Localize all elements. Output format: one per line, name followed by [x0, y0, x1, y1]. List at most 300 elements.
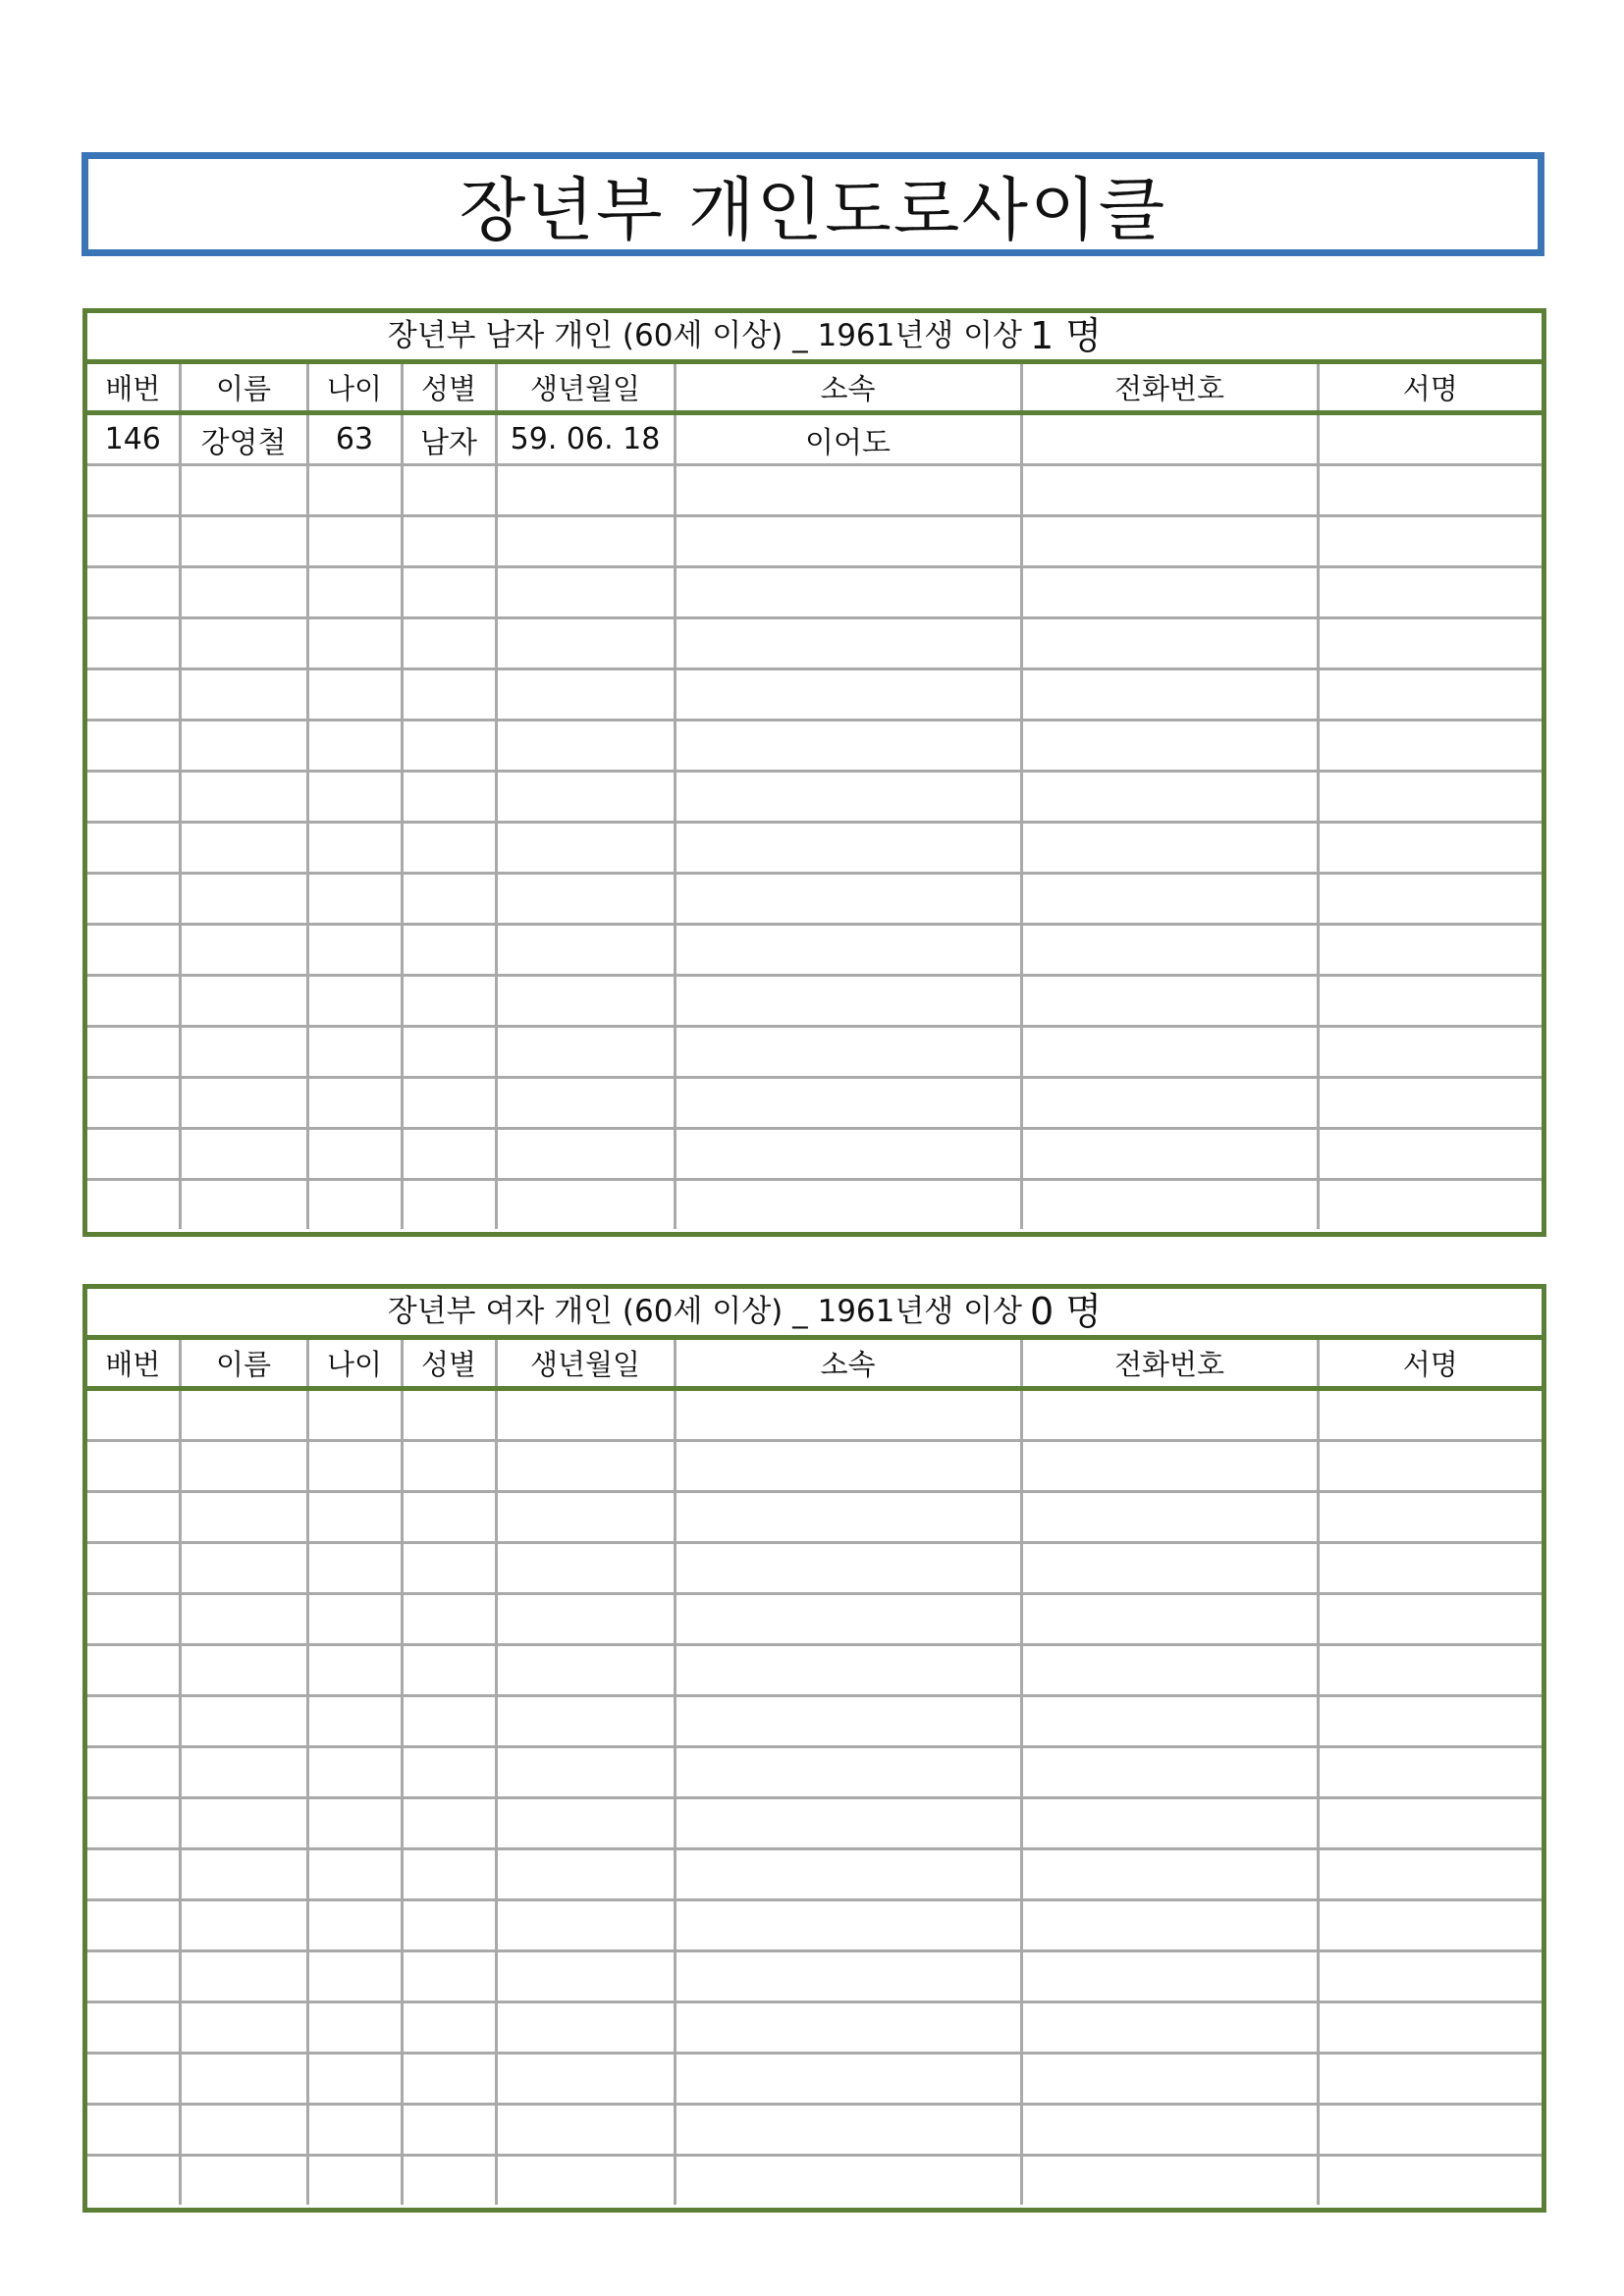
cell-affiliation: [675, 2002, 1021, 2054]
cell-signature: [1318, 1798, 1542, 1849]
female-caption-text: 장년부 여자 개인 (60세 이상) _ 1961년생 이상: [387, 1294, 1022, 1329]
cell-age: [307, 1441, 402, 1492]
cell-bib: [87, 1747, 180, 1798]
cell-affiliation: [675, 1747, 1021, 1798]
cell-phone: [1021, 976, 1318, 1027]
cell-signature: [1318, 925, 1542, 976]
table-row: [87, 1645, 1542, 1696]
cell-affiliation: [675, 1129, 1021, 1180]
cell-birthdate: [496, 1594, 675, 1645]
cell-gender: [402, 465, 496, 516]
table-row: [87, 2002, 1542, 2054]
cell-age: [307, 721, 402, 772]
cell-bib: [87, 1543, 180, 1594]
cell-age: [307, 823, 402, 874]
cell-phone: [1021, 1951, 1318, 2002]
cell-phone: [1021, 1594, 1318, 1645]
cell-signature: [1318, 2054, 1542, 2105]
column-header-name: 이름: [180, 364, 307, 413]
cell-phone: [1021, 1027, 1318, 1078]
cell-age: [307, 1900, 402, 1951]
cell-gender: [402, 1798, 496, 1849]
cell-birthdate: [496, 1180, 675, 1230]
cell-affiliation: [675, 1180, 1021, 1230]
table-row: [87, 1492, 1542, 1543]
cell-phone: [1021, 823, 1318, 874]
column-header-affiliation: 소속: [675, 1340, 1021, 1389]
cell-phone: [1021, 1696, 1318, 1747]
cell-name: [180, 1951, 307, 2002]
cell-birthdate: [496, 2105, 675, 2156]
cell-bib: [87, 721, 180, 772]
cell-phone: [1021, 874, 1318, 925]
table-row: [87, 413, 1542, 465]
cell-name: [180, 618, 307, 669]
cell-name: [180, 1798, 307, 1849]
cell-gender: [402, 1543, 496, 1594]
column-header-signature: 서명: [1318, 364, 1542, 413]
cell-affiliation: [675, 772, 1021, 823]
cell-affiliation: [675, 1798, 1021, 1849]
cell-signature: [1318, 413, 1542, 465]
cell-age: [307, 1180, 402, 1230]
cell-phone: [1021, 2002, 1318, 2054]
cell-age: [307, 1849, 402, 1900]
cell-gender: [402, 1078, 496, 1129]
table-row: [87, 823, 1542, 874]
table-row: [87, 1389, 1542, 1441]
column-header-age: 나이: [307, 1340, 402, 1389]
cell-affiliation: [675, 1078, 1021, 1129]
cell-phone: [1021, 1849, 1318, 1900]
cell-name: [180, 1747, 307, 1798]
cell-bib: [87, 1645, 180, 1696]
cell-phone: [1021, 1389, 1318, 1441]
cell-birthdate: [496, 1900, 675, 1951]
cell-phone: [1021, 413, 1318, 465]
table-row: [87, 874, 1542, 925]
cell-bib: [87, 823, 180, 874]
page-title-box: [81, 152, 1544, 256]
cell-age: [307, 1492, 402, 1543]
cell-age: [307, 1078, 402, 1129]
cell-phone: [1021, 1180, 1318, 1230]
column-header-bib: 배번: [87, 1340, 180, 1389]
cell-bib: [87, 1798, 180, 1849]
cell-signature: [1318, 772, 1542, 823]
cell-bib: [87, 772, 180, 823]
cell-birthdate: [496, 1389, 675, 1441]
page-title: 장년부 개인도로사이클: [459, 169, 1167, 250]
cell-signature: [1318, 874, 1542, 925]
table-row: [87, 516, 1542, 567]
cell-name: [180, 1492, 307, 1543]
cell-phone: [1021, 1441, 1318, 1492]
cell-name: [180, 2054, 307, 2105]
cell-age: [307, 1951, 402, 2002]
cell-affiliation: [675, 1441, 1021, 1492]
cell-signature: [1318, 465, 1542, 516]
cell-age: [307, 2105, 402, 2156]
column-header-age: 나이: [307, 364, 402, 413]
cell-birthdate: [496, 721, 675, 772]
cell-gender: [402, 1180, 496, 1230]
cell-gender: [402, 1951, 496, 2002]
cell-bib: [87, 1594, 180, 1645]
cell-birthdate: [496, 516, 675, 567]
cell-affiliation: [675, 1849, 1021, 1900]
cell-bib: [87, 516, 180, 567]
cell-bib: [87, 1849, 180, 1900]
cell-birthdate: [496, 567, 675, 618]
cell-birthdate: [496, 2054, 675, 2105]
cell-affiliation: [675, 567, 1021, 618]
cell-phone: [1021, 925, 1318, 976]
cell-birthdate: [496, 874, 675, 925]
male-roster-caption: [87, 313, 1542, 364]
cell-signature: [1318, 1849, 1542, 1900]
cell-bib: [87, 976, 180, 1027]
cell-birthdate: [496, 1441, 675, 1492]
table-row: [87, 976, 1542, 1027]
table-row: [87, 1543, 1542, 1594]
cell-age: [307, 1027, 402, 1078]
table-row: [87, 772, 1542, 823]
cell-phone: [1021, 1078, 1318, 1129]
cell-signature: [1318, 1180, 1542, 1230]
cell-signature: [1318, 1900, 1542, 1951]
cell-age: [307, 1696, 402, 1747]
cell-gender: [402, 1900, 496, 1951]
cell-signature: [1318, 516, 1542, 567]
male-count: 1 명: [1030, 314, 1102, 357]
male-roster-table: [82, 308, 1546, 1237]
table-row: [87, 1441, 1542, 1492]
cell-phone: [1021, 2156, 1318, 2206]
cell-signature: [1318, 1027, 1542, 1078]
cell-age: [307, 976, 402, 1027]
cell-phone: [1021, 772, 1318, 823]
cell-birthdate: 59. 06. 18: [496, 413, 675, 465]
cell-gender: [402, 669, 496, 721]
table-row: [87, 925, 1542, 976]
cell-bib: [87, 925, 180, 976]
cell-gender: [402, 567, 496, 618]
cell-affiliation: [675, 925, 1021, 976]
cell-bib: [87, 1027, 180, 1078]
cell-signature: [1318, 823, 1542, 874]
table-row: [87, 1180, 1542, 1230]
cell-birthdate: [496, 1645, 675, 1696]
cell-affiliation: [675, 1492, 1021, 1543]
cell-signature: [1318, 721, 1542, 772]
cell-name: [180, 567, 307, 618]
cell-gender: [402, 1492, 496, 1543]
table-row: [87, 1849, 1542, 1900]
column-header-name: 이름: [180, 1340, 307, 1389]
cell-birthdate: [496, 2156, 675, 2206]
cell-name: [180, 1900, 307, 1951]
cell-signature: [1318, 2105, 1542, 2156]
cell-affiliation: [675, 516, 1021, 567]
cell-gender: [402, 772, 496, 823]
cell-gender: [402, 874, 496, 925]
cell-gender: [402, 2002, 496, 2054]
header-row: [87, 364, 1542, 413]
cell-age: [307, 874, 402, 925]
cell-affiliation: [675, 823, 1021, 874]
cell-affiliation: [675, 2054, 1021, 2105]
table-row: [87, 1078, 1542, 1129]
cell-gender: [402, 976, 496, 1027]
cell-bib: [87, 1078, 180, 1129]
cell-signature: [1318, 976, 1542, 1027]
column-header-affiliation: 소속: [675, 364, 1021, 413]
cell-name: [180, 1078, 307, 1129]
cell-age: [307, 2156, 402, 2206]
cell-age: [307, 925, 402, 976]
cell-gender: [402, 721, 496, 772]
cell-affiliation: [675, 1594, 1021, 1645]
cell-bib: [87, 1492, 180, 1543]
cell-birthdate: [496, 1078, 675, 1129]
column-header-bib: 배번: [87, 364, 180, 413]
cell-gender: [402, 925, 496, 976]
cell-bib: [87, 1951, 180, 2002]
cell-affiliation: [675, 2105, 1021, 2156]
cell-gender: [402, 516, 496, 567]
cell-bib: [87, 874, 180, 925]
cell-phone: [1021, 2054, 1318, 2105]
cell-affiliation: [675, 1645, 1021, 1696]
cell-affiliation: [675, 1543, 1021, 1594]
cell-bib: [87, 1441, 180, 1492]
column-header-phone: 전화번호: [1021, 1340, 1318, 1389]
cell-gender: [402, 1441, 496, 1492]
cell-birthdate: [496, 669, 675, 721]
cell-gender: [402, 2105, 496, 2156]
cell-bib: [87, 1389, 180, 1441]
cell-name: [180, 516, 307, 567]
table-row: [87, 1696, 1542, 1747]
cell-birthdate: [496, 1129, 675, 1180]
cell-name: [180, 1027, 307, 1078]
cell-name: [180, 2105, 307, 2156]
cell-birthdate: [496, 465, 675, 516]
cell-age: [307, 1747, 402, 1798]
table-row: [87, 721, 1542, 772]
header-row: [87, 1340, 1542, 1389]
cell-name: [180, 976, 307, 1027]
cell-signature: [1318, 1441, 1542, 1492]
male-caption-text: 장년부 남자 개인 (60세 이상) _ 1961년생 이상: [387, 318, 1022, 353]
female-roster-caption: [87, 1289, 1542, 1340]
cell-affiliation: [675, 976, 1021, 1027]
cell-signature: [1318, 1389, 1542, 1441]
cell-affiliation: [675, 618, 1021, 669]
cell-age: [307, 618, 402, 669]
cell-gender: [402, 1849, 496, 1900]
cell-name: [180, 823, 307, 874]
cell-phone: [1021, 721, 1318, 772]
cell-name: [180, 925, 307, 976]
cell-birthdate: [496, 925, 675, 976]
cell-name: [180, 772, 307, 823]
column-header-birthdate: 생년월일: [496, 364, 675, 413]
cell-affiliation: [675, 1951, 1021, 2002]
cell-signature: [1318, 2156, 1542, 2206]
female-count: 0 명: [1030, 1290, 1102, 1333]
cell-signature: [1318, 567, 1542, 618]
cell-signature: [1318, 1645, 1542, 1696]
cell-name: [180, 1594, 307, 1645]
cell-gender: [402, 1594, 496, 1645]
cell-birthdate: [496, 1543, 675, 1594]
cell-signature: [1318, 1951, 1542, 2002]
cell-name: [180, 874, 307, 925]
cell-affiliation: [675, 1389, 1021, 1441]
cell-birthdate: [496, 1849, 675, 1900]
cell-bib: 146: [87, 413, 180, 465]
table-row: [87, 1747, 1542, 1798]
table-row: [87, 1027, 1542, 1078]
column-header-signature: 서명: [1318, 1340, 1542, 1389]
cell-bib: [87, 465, 180, 516]
female-grid: [87, 1340, 1542, 2205]
cell-age: [307, 1543, 402, 1594]
cell-bib: [87, 567, 180, 618]
cell-age: [307, 669, 402, 721]
cell-bib: [87, 1129, 180, 1180]
cell-signature: [1318, 1078, 1542, 1129]
cell-affiliation: [675, 465, 1021, 516]
cell-bib: [87, 669, 180, 721]
cell-name: [180, 2156, 307, 2206]
cell-affiliation: [675, 1900, 1021, 1951]
cell-gender: [402, 2156, 496, 2206]
cell-name: [180, 1441, 307, 1492]
cell-age: [307, 772, 402, 823]
cell-gender: [402, 1129, 496, 1180]
cell-name: [180, 2002, 307, 2054]
cell-name: [180, 1543, 307, 1594]
table-row: [87, 1900, 1542, 1951]
cell-phone: [1021, 465, 1318, 516]
cell-bib: [87, 618, 180, 669]
cell-birthdate: [496, 1798, 675, 1849]
cell-gender: [402, 1389, 496, 1441]
cell-signature: [1318, 1696, 1542, 1747]
table-row: [87, 669, 1542, 721]
cell-birthdate: [496, 976, 675, 1027]
cell-bib: [87, 1696, 180, 1747]
cell-name: [180, 1645, 307, 1696]
cell-gender: [402, 1027, 496, 1078]
cell-birthdate: [496, 1747, 675, 1798]
cell-phone: [1021, 567, 1318, 618]
cell-name: [180, 1849, 307, 1900]
cell-signature: [1318, 1129, 1542, 1180]
cell-birthdate: [496, 1492, 675, 1543]
cell-age: [307, 516, 402, 567]
column-header-phone: 전화번호: [1021, 364, 1318, 413]
cell-name: 강영철: [180, 413, 307, 465]
cell-gender: [402, 1747, 496, 1798]
cell-age: [307, 2002, 402, 2054]
cell-birthdate: [496, 2002, 675, 2054]
cell-age: 63: [307, 413, 402, 465]
cell-affiliation: [675, 2156, 1021, 2206]
table-row: [87, 1798, 1542, 1849]
cell-name: [180, 669, 307, 721]
cell-name: [180, 721, 307, 772]
cell-bib: [87, 1900, 180, 1951]
cell-phone: [1021, 669, 1318, 721]
cell-bib: [87, 2054, 180, 2105]
cell-age: [307, 1389, 402, 1441]
cell-age: [307, 1594, 402, 1645]
table-row: [87, 2105, 1542, 2156]
cell-phone: [1021, 1129, 1318, 1180]
cell-signature: [1318, 2002, 1542, 2054]
cell-bib: [87, 2156, 180, 2206]
cell-signature: [1318, 1747, 1542, 1798]
cell-bib: [87, 2105, 180, 2156]
cell-gender: 남자: [402, 413, 496, 465]
cell-name: [180, 1129, 307, 1180]
column-header-gender: 성별: [402, 1340, 496, 1389]
cell-age: [307, 1129, 402, 1180]
cell-affiliation: [675, 669, 1021, 721]
cell-age: [307, 2054, 402, 2105]
cell-phone: [1021, 1747, 1318, 1798]
cell-name: [180, 1696, 307, 1747]
cell-name: [180, 1180, 307, 1230]
cell-birthdate: [496, 823, 675, 874]
cell-age: [307, 465, 402, 516]
cell-bib: [87, 2002, 180, 2054]
cell-phone: [1021, 1645, 1318, 1696]
cell-phone: [1021, 1900, 1318, 1951]
cell-phone: [1021, 2105, 1318, 2156]
cell-age: [307, 1645, 402, 1696]
cell-phone: [1021, 1492, 1318, 1543]
cell-birthdate: [496, 1951, 675, 2002]
cell-age: [307, 567, 402, 618]
cell-gender: [402, 618, 496, 669]
table-row: [87, 2156, 1542, 2206]
table-row: [87, 567, 1542, 618]
cell-gender: [402, 2054, 496, 2105]
cell-signature: [1318, 669, 1542, 721]
cell-signature: [1318, 1594, 1542, 1645]
column-header-gender: 성별: [402, 364, 496, 413]
cell-affiliation: [675, 721, 1021, 772]
cell-phone: [1021, 516, 1318, 567]
column-header-birthdate: 생년월일: [496, 1340, 675, 1389]
cell-age: [307, 1798, 402, 1849]
cell-signature: [1318, 618, 1542, 669]
table-row: [87, 1594, 1542, 1645]
cell-affiliation: [675, 1696, 1021, 1747]
cell-phone: [1021, 1543, 1318, 1594]
male-grid: [87, 364, 1542, 1229]
cell-birthdate: [496, 1027, 675, 1078]
cell-gender: [402, 1645, 496, 1696]
cell-birthdate: [496, 1696, 675, 1747]
cell-affiliation: [675, 1027, 1021, 1078]
cell-gender: [402, 823, 496, 874]
